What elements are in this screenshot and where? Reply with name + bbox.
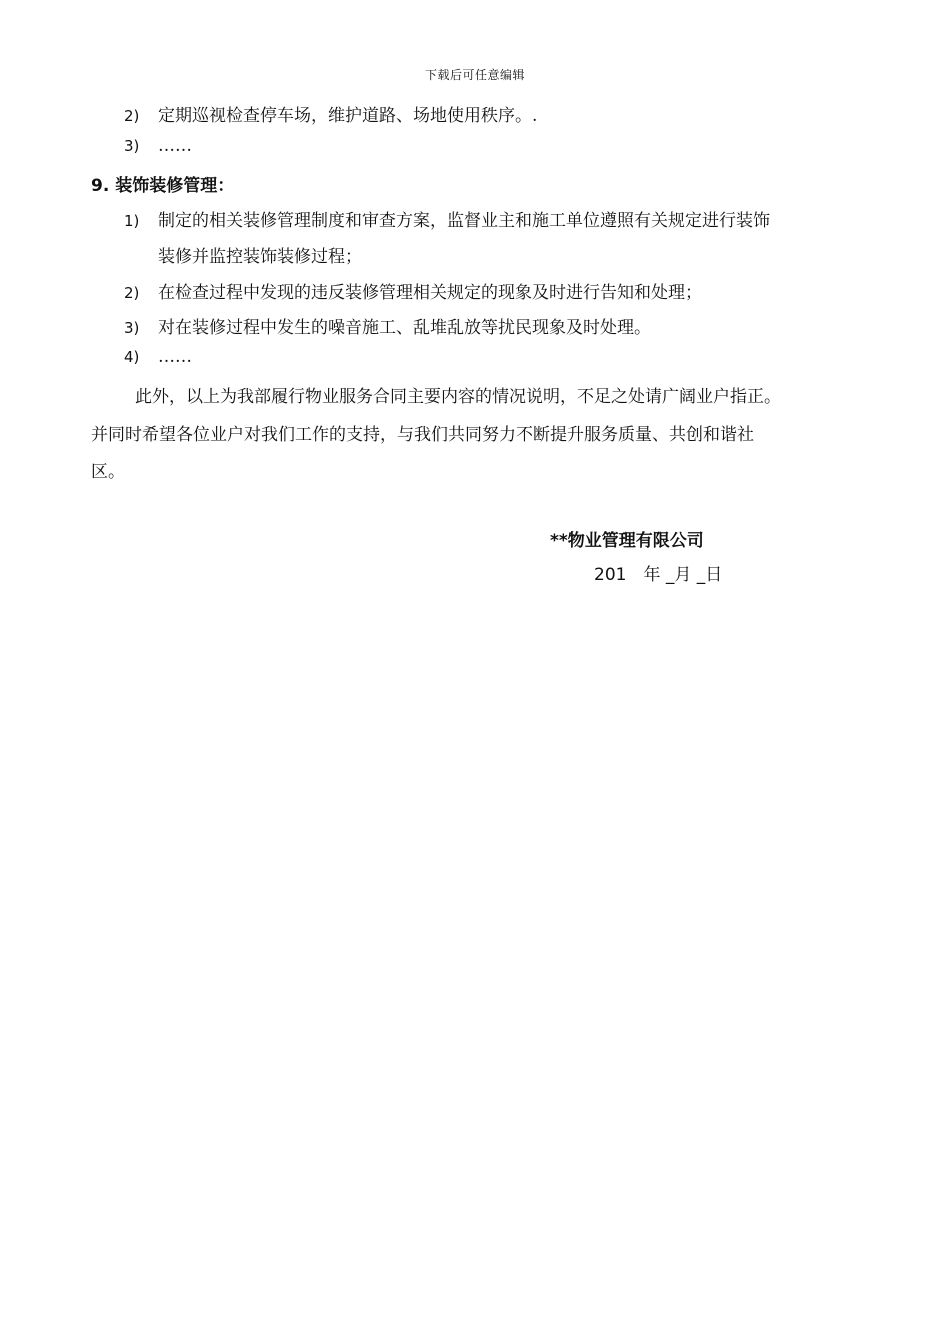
list-item-text: …… xyxy=(158,347,192,367)
closing-paragraph-line: 此外，以上为我部履行物业服务合同主要内容的情况说明，不足之处请广阔业户指正。 xyxy=(135,387,781,407)
list-item-number: 4) xyxy=(124,348,140,366)
list-item-text: …… xyxy=(158,136,192,156)
signature-date: 201 年 _月 _日 xyxy=(594,565,723,585)
closing-paragraph-line: 并同时希望各位业户对我们工作的支持，与我们共同努力不断提升服务质量、共创和谐社 xyxy=(91,425,754,445)
list-item-continuation: 装修并监控装饰装修过程； xyxy=(158,247,362,267)
list-item-number: 2) xyxy=(124,107,140,125)
company-signature: **物业管理有限公司 xyxy=(550,531,704,551)
list-item-number: 3) xyxy=(124,137,140,155)
list-item-number: 3) xyxy=(124,319,140,337)
list-item-text: 在检查过程中发现的违反装修管理相关规定的现象及时进行告知和处理； xyxy=(158,283,702,303)
list-item-text: 对在装修过程中发生的噪音施工、乱堆乱放等扰民现象及时处理。 xyxy=(158,318,651,338)
header-note: 下载后可任意编辑 xyxy=(424,68,525,82)
list-item-text: 制定的相关装修管理制度和审查方案，监督业主和施工单位遵照有关规定进行装饰 xyxy=(158,211,770,231)
list-item-text: 定期巡视检查停车场，维护道路、场地使用秩序。. xyxy=(158,106,538,126)
list-item xyxy=(124,278,702,303)
list-item-number: 1) xyxy=(124,212,140,230)
list-item xyxy=(124,206,770,231)
list-item xyxy=(124,313,651,338)
list-item-number: 2) xyxy=(124,284,140,302)
list-item xyxy=(124,101,537,126)
section-heading: 9. 装饰装修管理： xyxy=(91,176,235,196)
list-item xyxy=(124,136,192,156)
closing-paragraph-line: 区。 xyxy=(91,462,125,482)
list-item xyxy=(124,347,192,367)
